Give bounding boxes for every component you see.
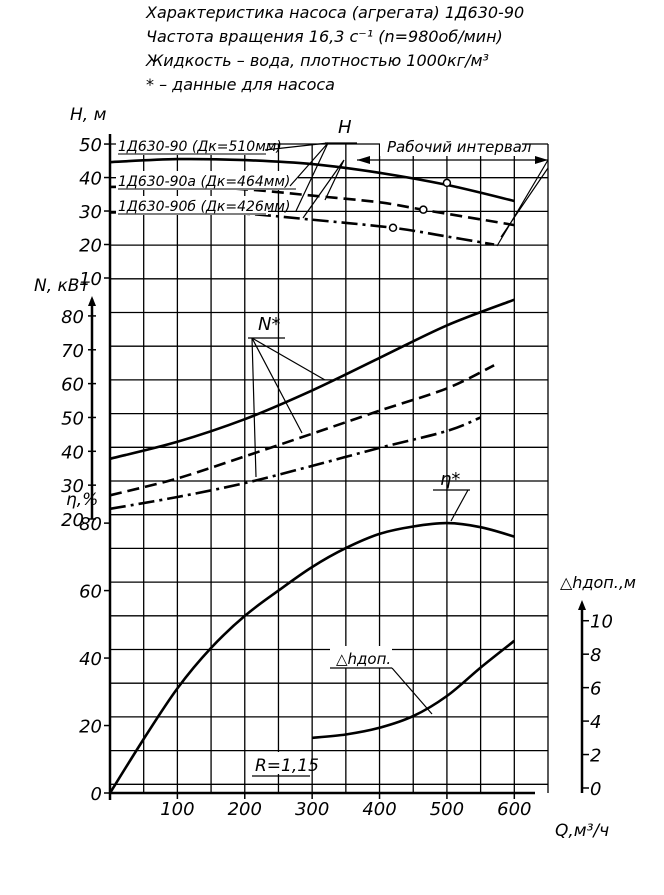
h-series-2 (110, 212, 494, 244)
eta-tick-label: 80 (79, 514, 102, 536)
eta-tick-label: 40 (79, 649, 102, 671)
x-tick-label: 500 (429, 799, 465, 820)
h-group-label: H (338, 117, 352, 138)
eta-group-label: η* (440, 469, 461, 490)
header-fluid: Жидкость – вода, плотностью 1000кг/м³ (146, 51, 489, 70)
x-tick-label: 300 (294, 799, 330, 820)
grid (110, 144, 548, 793)
n-tick-label: 80 (61, 306, 84, 328)
eta-axis-label: η,% (66, 490, 99, 510)
n-group-leaders (252, 338, 325, 477)
h-series-label: 1Д630-90а (Дк=464мм) (118, 174, 291, 190)
n-tick-label: 50 (61, 408, 84, 430)
working-range-leaders (497, 160, 548, 246)
n-group-label: N* (258, 314, 281, 335)
h-tick-label: 10 (79, 269, 102, 290)
operating-point (420, 206, 427, 213)
x-tick-label: 200 (227, 799, 262, 820)
dh-axis-label: △hдоп.,м (560, 573, 636, 592)
h-series-label: 1Д630-90б (Дк=426мм) (118, 199, 291, 215)
n-tick-label: 60 (61, 374, 84, 396)
x-tick-label: 400 (362, 799, 397, 820)
operating-point (443, 179, 450, 186)
n-series-2 (110, 418, 481, 509)
n-series-1 (110, 365, 494, 495)
r-annotation: R=1,15 (255, 756, 319, 776)
dh-tick-label: 4 (590, 712, 602, 734)
n-tick-label: 40 (61, 442, 84, 464)
eta-group-leader (451, 490, 468, 521)
x-axis-label: Q,м³/ч (555, 821, 610, 841)
header-footnote: * – данные для насоса (146, 75, 335, 94)
h-axis-label: H, м (70, 105, 107, 125)
n-tick-label: 20 (61, 510, 84, 531)
n-tick-label: 70 (61, 340, 84, 362)
x-tick-label: 600 (497, 799, 532, 820)
dh-tick-label: 8 (590, 645, 602, 667)
h-tick-label: 20 (79, 235, 102, 257)
dh-tick-label: 2 (590, 745, 602, 767)
dh-tick-label: 0 (590, 779, 602, 800)
working-range-arrow-left (357, 156, 370, 164)
dh-tick-label: 10 (590, 611, 613, 633)
n-tick-label: 30 (61, 476, 84, 498)
operating-point (390, 224, 397, 231)
h-tick-label: 40 (79, 168, 102, 190)
working-range-label: Рабочий интервал (387, 138, 532, 156)
eta-tick-label: 60 (79, 581, 102, 603)
dh-axis-arrow (578, 600, 586, 610)
dh-tick-label: 6 (590, 678, 602, 700)
n-axis-label: N, кВт (34, 276, 90, 296)
eta-tick-label: 20 (79, 716, 102, 738)
dh-group-leader (392, 668, 432, 714)
header-speed: Частота вращения 16,3 с⁻¹ (n=980об/мин) (146, 27, 503, 46)
h-series-label: 1Д630-90 (Дк=510мм) (118, 139, 282, 155)
header-title: Характеристика насоса (агрегата) 1Д630-90 (146, 3, 525, 22)
h-tick-label: 30 (79, 202, 102, 224)
dh-group-label: △hдоп. (336, 650, 392, 668)
x-tick-label: 100 (160, 799, 195, 820)
eta-tick-label: 0 (90, 784, 102, 805)
n-axis-arrow (88, 296, 96, 306)
h-tick-label: 50 (79, 135, 102, 157)
